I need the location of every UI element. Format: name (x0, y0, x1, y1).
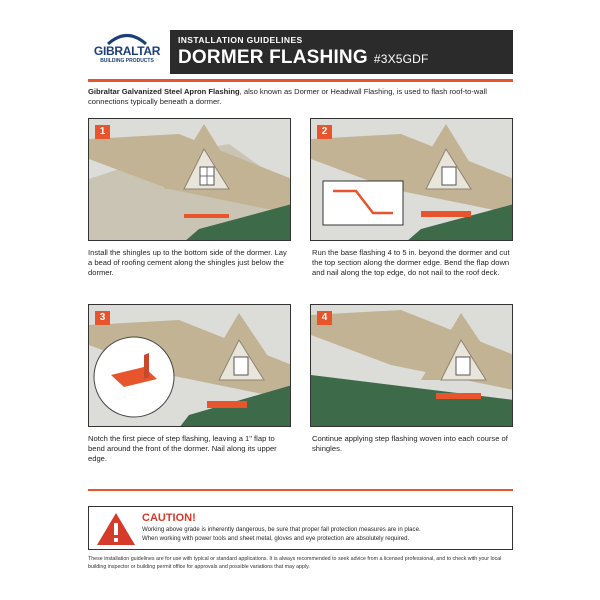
brand-subtitle: BUILDING PRODUCTS (100, 58, 154, 64)
step-2-badge: 2 (317, 125, 332, 139)
intro-bold: Gibraltar Galvanized Steel Apron Flashing (88, 87, 240, 96)
product-sku: #3X5GDF (373, 52, 429, 66)
step-3-illustration (88, 304, 291, 427)
caution-title: CAUTION! (142, 512, 196, 524)
caution-line-2: When working with power tools and sheet metal, gloves and eye protection are absolutely required. (142, 534, 410, 542)
logo-mark-icon (106, 31, 148, 45)
step-1-caption: Install the shingles up to the bottom side of the dormer. Lay a bead of roofing cement along the shingles just below the dormer. (88, 248, 287, 277)
title-banner (170, 30, 513, 74)
header-kicker: INSTALLATION GUIDELINES (178, 35, 303, 45)
step-1-illustration (88, 118, 291, 241)
intro-text: , also known as Dormer or Headwall Flashing, is used to flash roof-to-wall connections typically beneath a dormer. (88, 87, 487, 106)
step-2-caption: Run the base flashing 4 to 5 in. beyond the dormer and cut the top section along the dormer edge. Bend the flap down and nail along the top edge, do not nail to the roof deck. (312, 248, 510, 277)
step-3-badge: 3 (95, 311, 110, 325)
step-4-badge: 4 (317, 311, 332, 325)
page-title (178, 47, 429, 69)
caution-text (142, 526, 507, 544)
warning-triangle-icon (95, 511, 137, 547)
intro-paragraph (88, 87, 513, 107)
step-1-badge: 1 (95, 125, 110, 139)
step-4-caption: Continue applying step flashing woven into each course of shingles. (312, 434, 508, 453)
brand-name: GIBRALTAR (93, 44, 161, 58)
footer-disclaimer: These installation guidelines are for use with typical or standard applications. It is always recommended to seek advice from a licensed professional, and to check with your local building inspector or building permit office for approvals and possible variations that may apply. (88, 556, 502, 570)
step-3-caption: Notch the first piece of step flashing, leaving a 1" flap to bend around the front of the dormer. Nail along its upper edge. (88, 434, 277, 463)
brand-logo (88, 31, 166, 71)
accent-rule-top (88, 79, 513, 82)
accent-rule-bottom (88, 489, 513, 491)
step-4-illustration (310, 304, 513, 427)
step-2-illustration (310, 118, 513, 241)
caution-box (88, 506, 513, 550)
caution-line-1: Working above grade is inherently dangerous, be sure that proper fall protection measures are in place. (142, 526, 421, 533)
title-text: DORMER FLASHING (178, 47, 368, 68)
